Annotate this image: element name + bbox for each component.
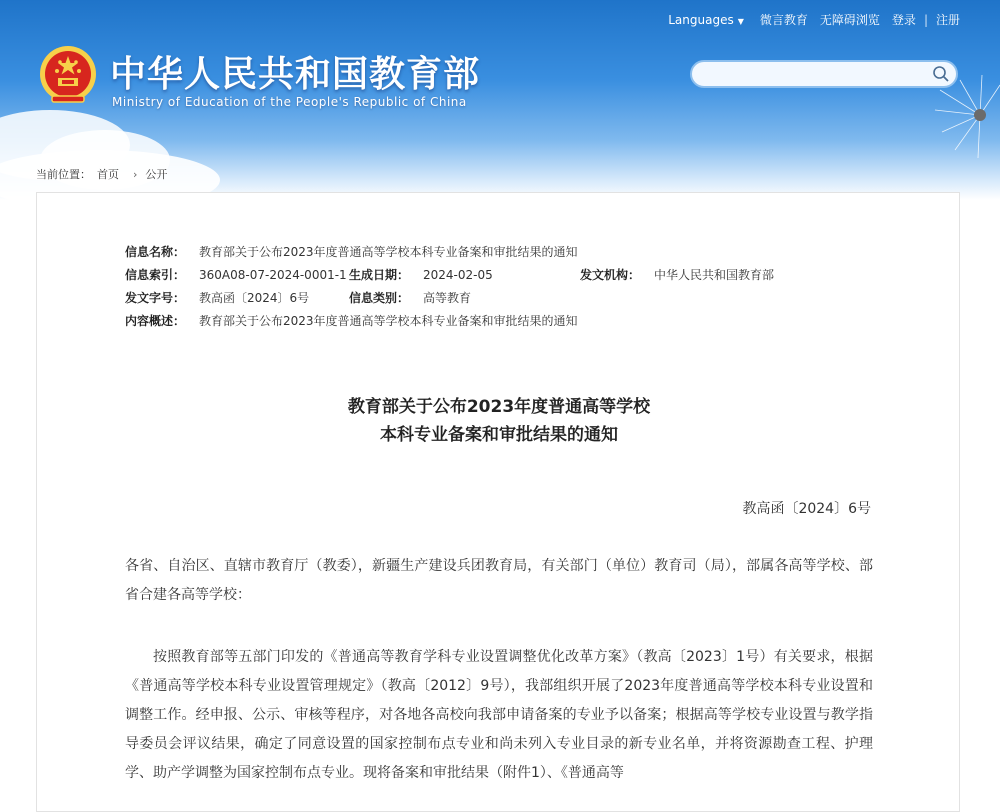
info-summary-value: 教育部关于公布2023年度普通高等学校本科专业备案和审批结果的通知 (199, 314, 578, 328)
document-title-line: 本科专业备案和审批结果的通知 (380, 425, 618, 445)
languages-label: Languages (668, 12, 734, 27)
site-subtitle: Ministry of Education of the People's Republic of China (112, 95, 467, 109)
info-name-value: 教育部关于公布2023年度普通高等学校本科专业备案和审批结果的通知 (199, 245, 578, 259)
info-date-value: 2024-02-05 (423, 268, 493, 282)
search-icon[interactable] (932, 65, 950, 83)
document-title (37, 393, 961, 449)
document-paragraph: 按照教育部等五部门印发的《普通高等教育学科专业设置调整优化改革方案》（教高〔2023〕1号）有关要求，根据《普通高等学校本科专业设置管理规定》（教高〔2012〕9号），我部组织开展了2023年度普通高等学校本科专业设置和调整工作。经申报、公示、审核等程序，对各地各高校向我部申请备案的专业予以备案；根据高等学校专业设置与教学指导委员会评议结果，确定了同意设置的国家控制布点专业和尚未列入专业目录的新专业名单，并将资源勘查工程、护理学、助产学调整为国家控制布点专业。现将备案和审批结果（附件1）、《普通高等 (125, 649, 873, 781)
site-title: 中华人民共和国教育部 (110, 54, 481, 95)
info-summary-label: 内容概述： (125, 314, 186, 328)
accessibility-link[interactable]: 无障碍浏览 (819, 13, 880, 27)
document-paragraph: 各省、自治区、直辖市教育厅（教委），新疆生产建设兵团教育局，有关部门（单位）教育司（局），部属各高等学校、部省合建各高等学校： (125, 558, 873, 603)
search-box (690, 60, 958, 88)
info-docno-value: 教高函〔2024〕6号 (199, 291, 310, 305)
info-index-label: 信息索引： (125, 268, 186, 282)
info-table (125, 241, 885, 333)
document-title-line: 教育部关于公布2023年度普通高等学校 (347, 397, 651, 417)
article-panel (36, 192, 960, 812)
chevron-right-icon: › (133, 168, 138, 181)
chevron-down-icon: ▼ (737, 16, 744, 26)
info-row (125, 241, 885, 264)
breadcrumb-prefix: 当前位置： (36, 168, 91, 181)
login-link[interactable]: 登录 (891, 13, 916, 27)
info-row (125, 287, 885, 310)
info-issuer-value: 中华人民共和国教育部 (654, 268, 775, 282)
languages-menu[interactable] (668, 13, 744, 27)
search-input[interactable] (692, 62, 946, 86)
document-number: 教高函〔2024〕6号 (742, 501, 871, 517)
info-category-label: 信息类别： (349, 291, 410, 305)
national-emblem-icon (38, 44, 98, 108)
info-issuer-label: 发文机构： (580, 268, 641, 282)
info-date-label: 生成日期： (349, 268, 410, 282)
info-docno-label: 发文字号： (125, 291, 186, 305)
link-separator: | (923, 12, 928, 27)
info-category-value: 高等教育 (423, 291, 472, 305)
breadcrumb-current[interactable]: 公开 (145, 168, 168, 181)
breadcrumb-home-link[interactable]: 首页 (97, 168, 119, 181)
weibo-link[interactable]: 微言教育 (759, 13, 808, 27)
info-row (125, 310, 885, 333)
register-link[interactable]: 注册 (935, 13, 960, 27)
breadcrumb (36, 166, 173, 182)
info-index-value: 360A08-07-2024-0001-1 (199, 268, 347, 282)
top-links (668, 11, 960, 28)
info-row (125, 264, 885, 287)
info-name-label: 信息名称： (125, 245, 186, 259)
